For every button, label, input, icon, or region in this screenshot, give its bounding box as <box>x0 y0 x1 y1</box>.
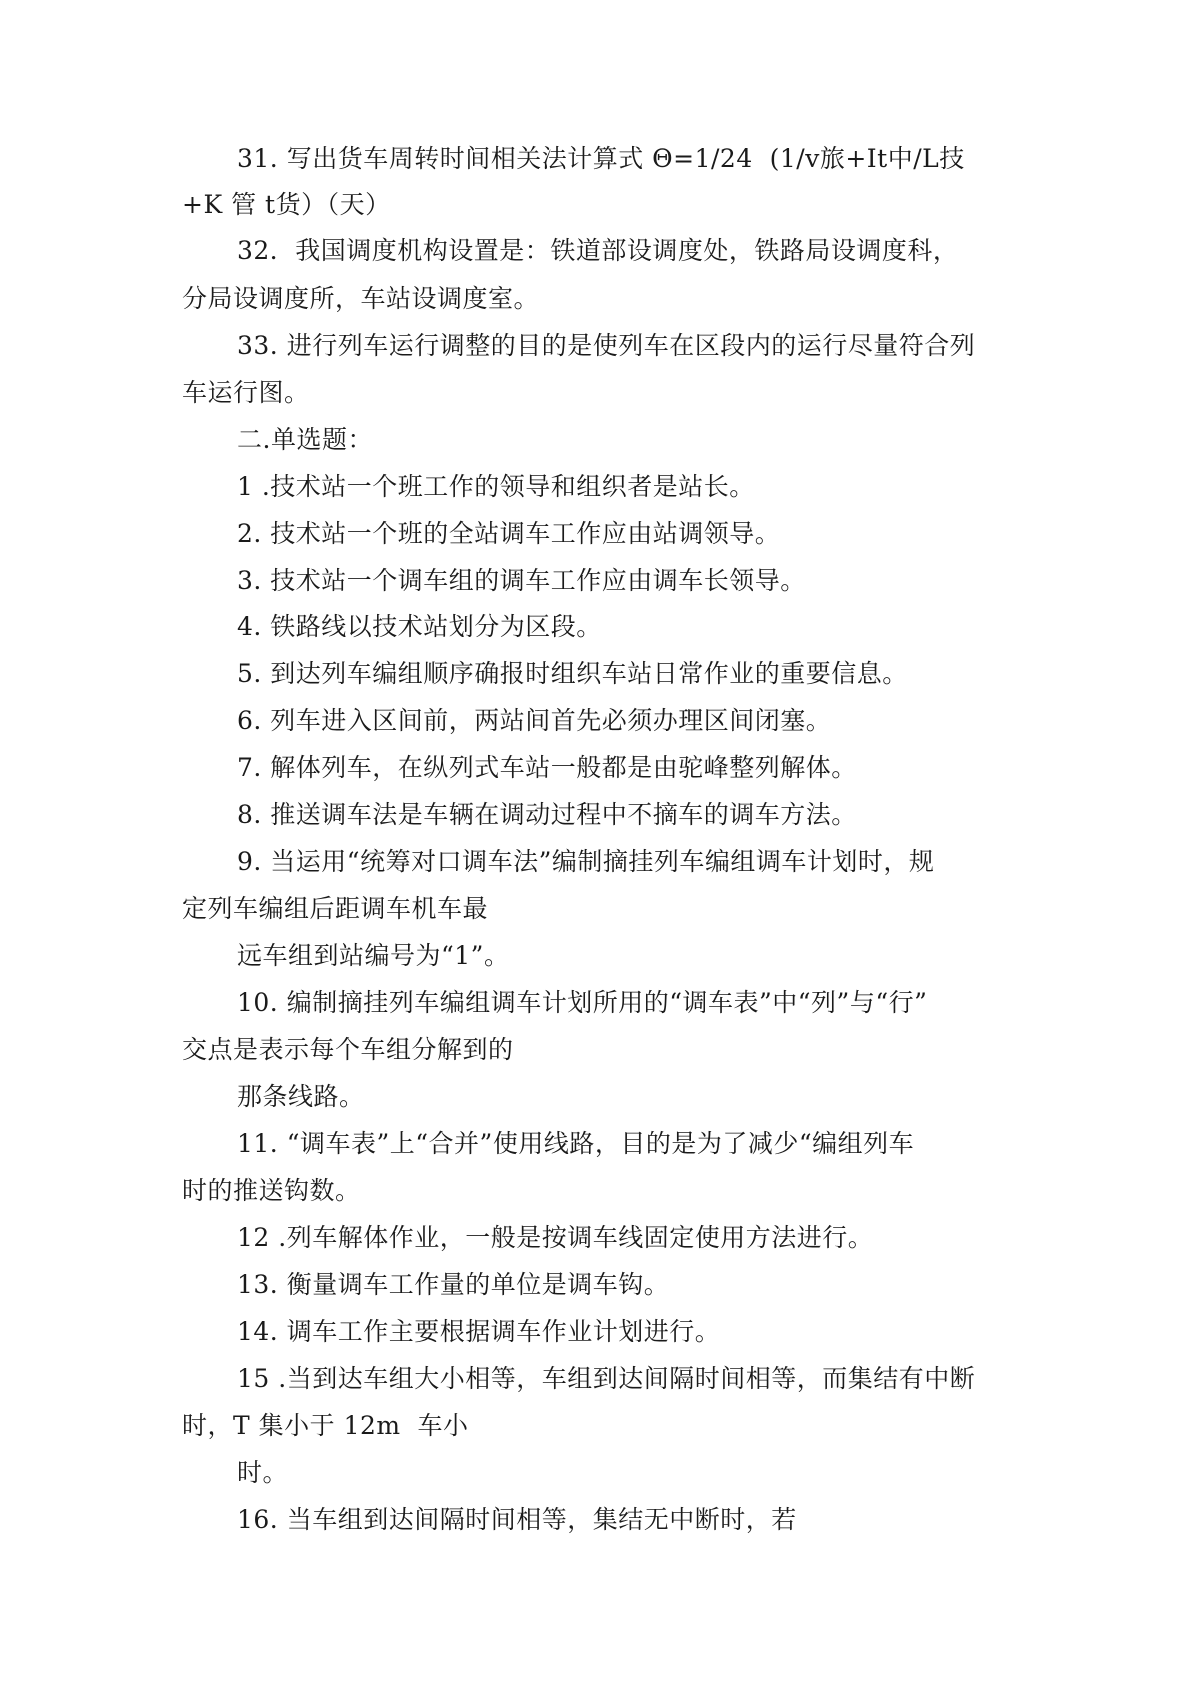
text-line-item-12: 12 .列车解体作业，一般是按调车线固定使用方法进行。 <box>237 1223 874 1252</box>
text-line-item-5: 5. 到达列车编组顺序确报时组织车站日常作业的重要信息。 <box>237 659 908 688</box>
text-line-item-4: 4. 铁路线以技术站划分为区段。 <box>237 612 602 641</box>
text-line-q31-b: +K 管 t货）（天） <box>182 190 391 219</box>
text-line-item-14: 14. 调车工作主要根据调车作业计划进行。 <box>237 1317 721 1346</box>
text-line-q32-b: 分局设调度所，车站设调度室。 <box>182 284 540 313</box>
text-line-item-15-b: 时，T 集小于 12m 车小 <box>182 1411 469 1440</box>
text-line-item-9-a: 9. 当运用“统筹对口调车法”编制摘挂列车编组调车计划时，规 <box>237 847 935 876</box>
text-line-item-6: 6. 列车进入区间前，两站间首先必须办理区间闭塞。 <box>237 706 832 735</box>
text-line-item-3: 3. 技术站一个调车组的调车工作应由调车长领导。 <box>237 566 806 595</box>
text-line-item-16: 16. 当车组到达间隔时间相等，集结无中断时，若 <box>237 1505 797 1534</box>
text-line-item-9-c: 远车组到站编号为“1”。 <box>237 941 510 970</box>
section-heading-single-choice: 二.单选题： <box>237 425 373 454</box>
text-line-item-11-a: 11. “调车表”上“合并”使用线路，目的是为了减少“编组列车 <box>237 1129 915 1158</box>
text-line-item-1: 1 .技术站一个班工作的领导和组织者是站长。 <box>237 472 755 501</box>
text-line-q33-a: 33. 进行列车运行调整的目的是使列车在区段内的运行尽量符合列 <box>237 331 976 360</box>
text-line-item-15-a: 15 .当到达车组大小相等，车组到达间隔时间相等，而集结有中断 <box>237 1364 976 1393</box>
text-line-item-8: 8. 推送调车法是车辆在调动过程中不摘车的调车方法。 <box>237 800 857 829</box>
text-line-item-10-a: 10. 编制摘挂列车编组调车计划所用的“调车表”中“列”与“行” <box>237 988 928 1017</box>
text-line-item-15-c: 时。 <box>237 1458 289 1487</box>
text-line-item-9-b: 定列车编组后距调车机车最 <box>182 894 489 923</box>
text-line-q33-b: 车运行图。 <box>182 378 310 407</box>
text-line-item-7: 7. 解体列车，在纵列式车站一般都是由驼峰整列解体。 <box>237 753 857 782</box>
text-line-item-11-b: 时的推送钩数。 <box>182 1176 361 1205</box>
text-line-item-10-c: 那条线路。 <box>237 1082 365 1111</box>
text-line-q32-a: 32．我国调度机构设置是：铁道部设调度处，铁路局设调度科， <box>237 236 959 265</box>
text-line-item-10-b: 交点是表示每个车组分解到的 <box>182 1035 514 1064</box>
text-line-item-13: 13. 衡量调车工作量的单位是调车钩。 <box>237 1270 670 1299</box>
text-line-item-2: 2. 技术站一个班的全站调车工作应由站调领导。 <box>237 519 781 548</box>
text-line-q31-a: 31. 写出货车周转时间相关法计算式 Θ=1/24 (1/v旅+It中/L技 <box>237 144 965 173</box>
